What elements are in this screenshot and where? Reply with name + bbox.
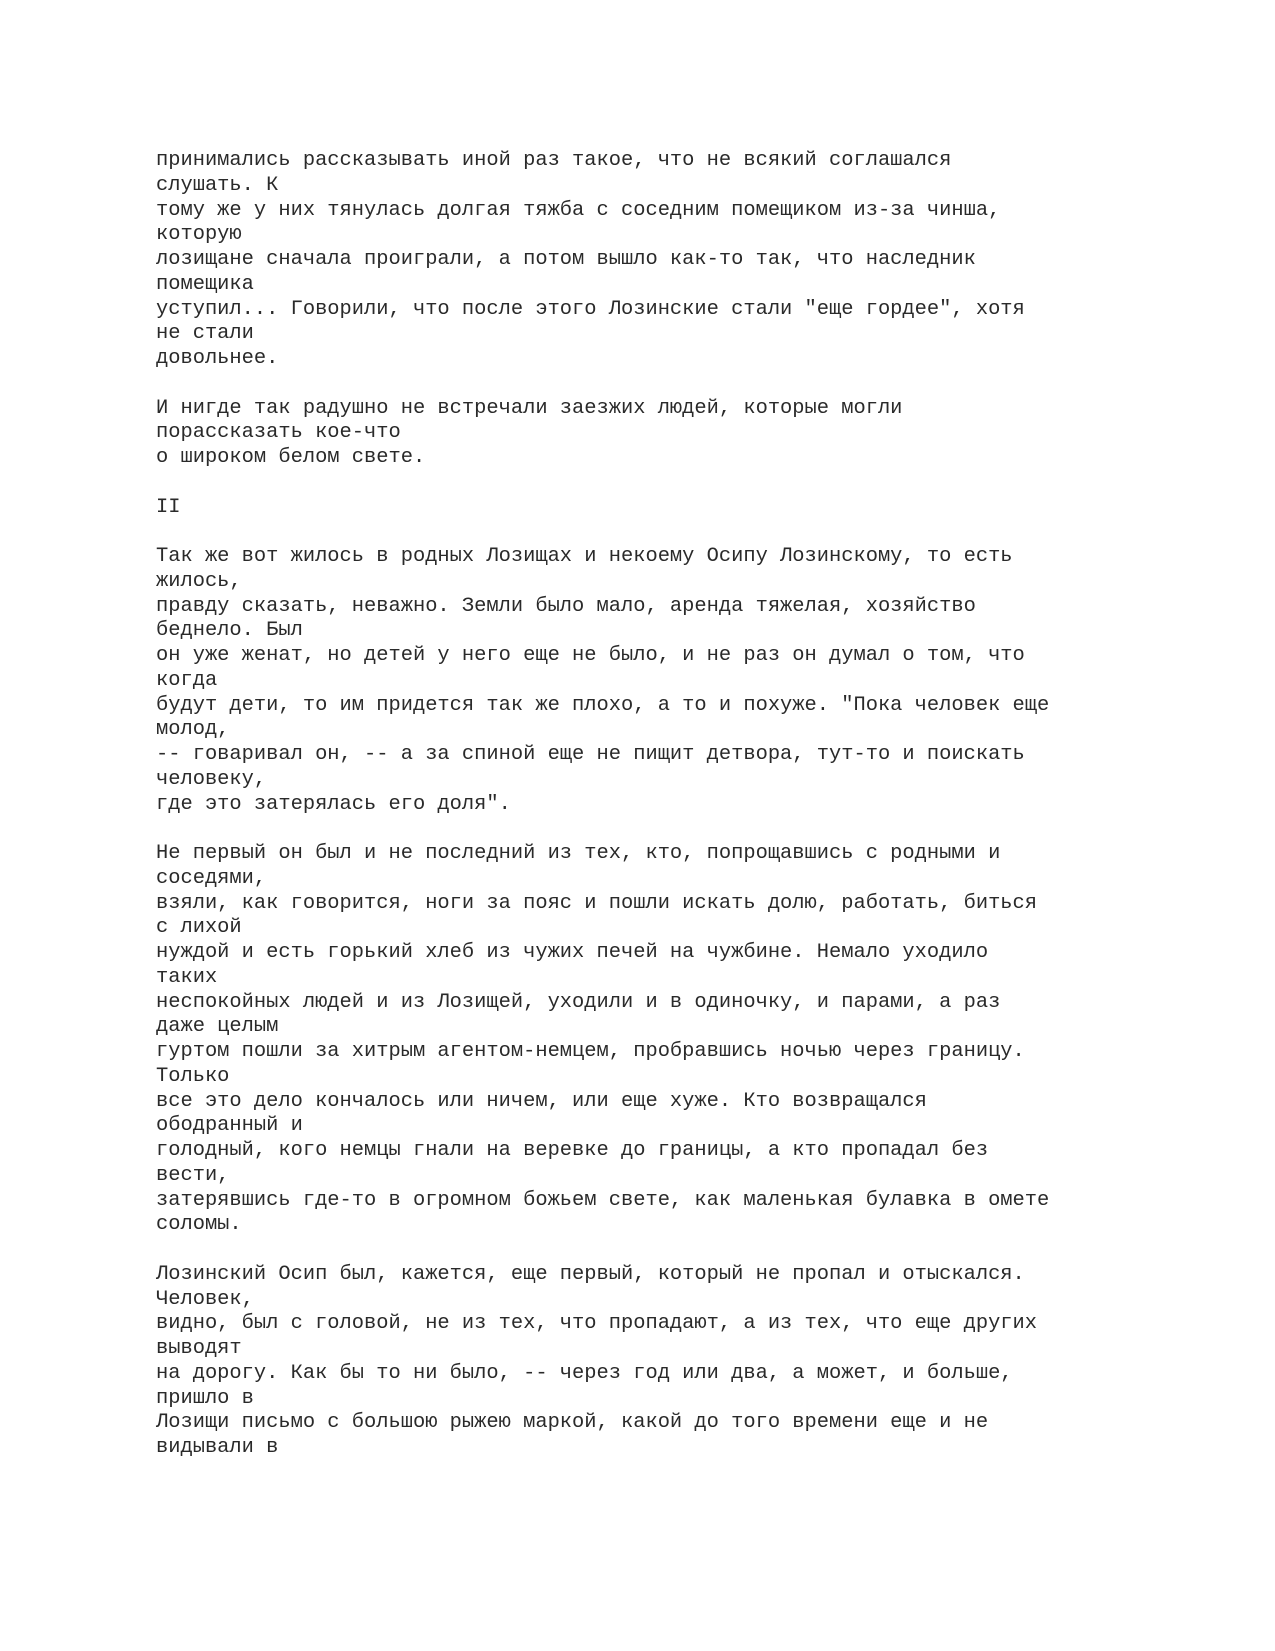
text-line: II — [156, 495, 181, 519]
text-line: даже целым — [156, 1015, 279, 1039]
text-line: таких — [156, 965, 218, 989]
text-line: Лозинский Осип был, кажется, еще первый, который не пропал и отыскался. — [156, 1262, 1025, 1286]
text-line: где это затерялась его доля". — [156, 792, 511, 816]
text-line: голодный, кого немцы гнали на веревке до границы, а кто пропадал без — [156, 1139, 989, 1162]
text-line: пришло в — [156, 1386, 254, 1410]
text-line: И нигде так радушно не встречали заезжих людей, которые могли — [156, 396, 903, 420]
text-line: жилось, — [156, 569, 242, 593]
text-line: с лихой — [156, 916, 242, 940]
text-line: нуждой и есть горький хлеб из чужих печей на чужбине. Немало уходило — [156, 941, 989, 964]
text-line: соседями, — [156, 866, 267, 890]
text-line: взяли, как говорится, ноги за пояс и пошли искать долю, работать, биться — [156, 891, 1038, 915]
text-line: Человек, — [156, 1287, 254, 1311]
blank-line — [156, 1238, 1156, 1263]
text-line: ободранный и — [156, 1114, 303, 1138]
text-line: все это дело кончалось или ничем, или еще хуже. Кто возвращался — [156, 1089, 927, 1113]
text-line: будут дети, то им придется так же плохо, а то и похуже. "Пока человек еще — [156, 693, 1050, 717]
text-line: Так же вот жилось в родных Лозищах и некоему Осипу Лозинскому, то есть — [156, 545, 1013, 568]
text-line: правду сказать, неважно. Земли было мало, аренда тяжелая, хозяйство — [156, 594, 976, 618]
blank-line — [156, 817, 1156, 842]
document-text — [156, 149, 1156, 1461]
text-line: тому же у них тянулась долгая тяжба с соседним помещиком из-за чинша, — [156, 198, 1001, 222]
text-line: видывали в — [156, 1436, 279, 1459]
text-line: Не первый он был и не последний из тех, кто, попрощавшись с родными и — [156, 842, 1001, 865]
text-line: уступил... Говорили, что после этого Лозинские стали "еще гордее", хотя — [156, 297, 1025, 321]
text-line: гуртом пошли за хитрым агентом-немцем, пробравшись ночью через границу. — [156, 1040, 1025, 1063]
text-line: неспокойных людей и из Лозищей, уходили и в одиночку, и парами, а раз — [156, 990, 1001, 1014]
text-line: которую — [156, 223, 242, 247]
text-line: помещика — [156, 272, 254, 296]
text-line: довольнее. — [156, 347, 279, 370]
text-line: человеку, — [156, 767, 267, 791]
text-line: Лозищи письмо с большою рыжею маркой, какой до того времени еще и не — [156, 1411, 989, 1435]
text-line: беднело. Был — [156, 619, 303, 643]
text-line: выводят — [156, 1337, 242, 1360]
text-line: на дорогу. Как бы то ни было, -- через год или два, а может, и больше, — [156, 1361, 1013, 1385]
text-line: лозищане сначала проиграли, а потом вышло как-то так, что наследник — [156, 248, 976, 271]
text-line: соломы. — [156, 1213, 242, 1237]
text-line: вести, — [156, 1163, 230, 1187]
text-line: когда — [156, 668, 218, 692]
text-line: Только — [156, 1064, 230, 1088]
text-line: затерявшись где-то в огромном божьем свете, как маленькая булавка в омете — [156, 1188, 1050, 1212]
text-line: не стали — [156, 322, 254, 346]
text-line: порассказать кое-что — [156, 421, 401, 445]
blank-line — [156, 520, 1156, 545]
text-line: молод, — [156, 718, 230, 742]
text-line: -- говаривал он, -- а за спиной еще не пищит детвора, тут-то и поискать — [156, 743, 1025, 766]
text-line: принимались рассказывать иной раз такое, что не всякий соглашался — [156, 149, 952, 172]
text-line: о широком белом свете. — [156, 446, 426, 469]
text-line: он уже женат, но детей у него еще не было, и не раз он думал о том, что — [156, 644, 1025, 667]
blank-line — [156, 372, 1156, 397]
blank-line — [156, 471, 1156, 496]
text-line: видно, был с головой, не из тех, что пропадают, а из тех, что еще других — [156, 1312, 1038, 1336]
text-line: слушать. К — [156, 173, 279, 197]
